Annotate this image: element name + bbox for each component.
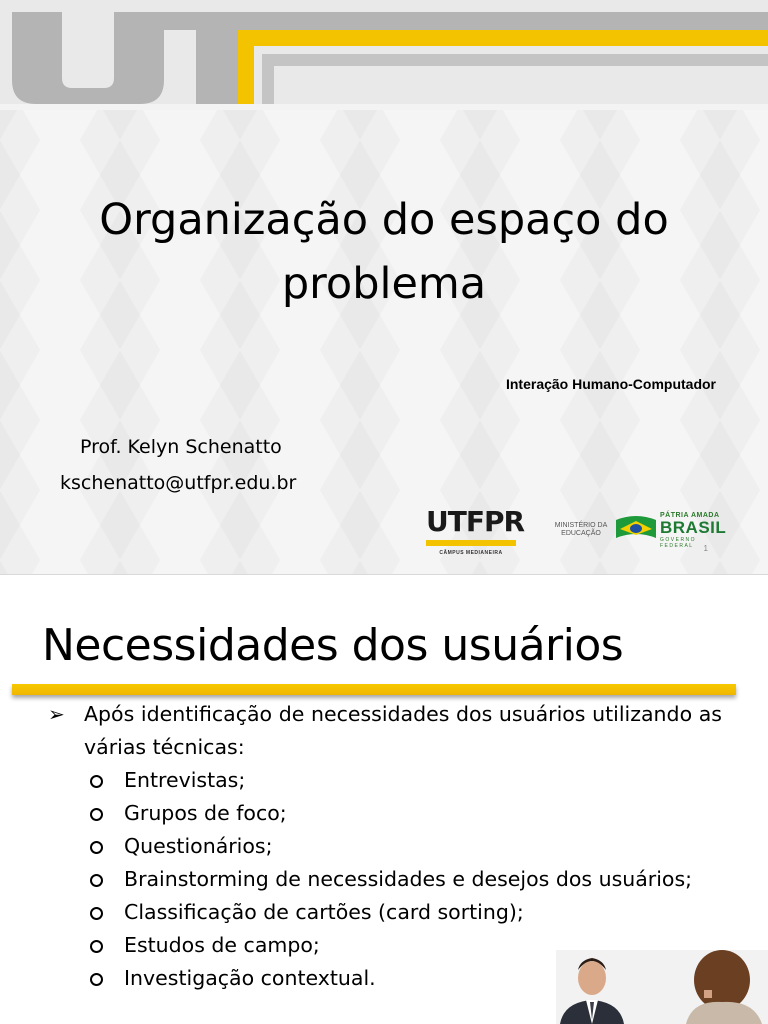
list-item bbox=[48, 896, 722, 929]
title-underline bbox=[12, 684, 736, 695]
utfpr-logo-bar bbox=[426, 540, 516, 546]
list-item bbox=[48, 797, 722, 830]
patria-line2: BRASIL bbox=[660, 518, 727, 537]
content-slide bbox=[0, 600, 768, 1024]
utfpr-logo-text: UTFPR bbox=[426, 505, 525, 538]
brazil-flag-icon bbox=[616, 514, 656, 542]
circle-bullet-icon bbox=[90, 808, 103, 821]
arrow-bullet-icon: ➢ bbox=[48, 702, 65, 726]
circle-bullet-icon bbox=[90, 907, 103, 920]
circle-bullet-icon bbox=[90, 973, 103, 986]
slide-title: Organização do espaço do problema bbox=[99, 195, 669, 309]
slide-number: 1 bbox=[703, 544, 708, 553]
list-item bbox=[48, 830, 722, 863]
professor-name: Prof. Kelyn Schenatto bbox=[80, 436, 282, 458]
interview-photo bbox=[556, 950, 768, 1024]
slide-title: Necessidades dos usuários bbox=[42, 620, 624, 671]
list-item-text: Classificação de cartões (card sorting); bbox=[124, 900, 524, 924]
utf-banner-graphic bbox=[0, 0, 768, 110]
list-item bbox=[48, 764, 722, 797]
circle-bullet-icon bbox=[90, 874, 103, 887]
course-name: Interação Humano-Computador bbox=[505, 376, 716, 392]
list-item-text: Estudos de campo; bbox=[124, 933, 320, 957]
patria-line1: PÁTRIA AMADA bbox=[660, 512, 720, 519]
professor-email: kschenatto@utfpr.edu.br bbox=[60, 472, 297, 494]
list-item-text: Brainstorming de necessidades e desejos dos usuários; bbox=[124, 867, 693, 891]
ministry-logo-text: MINISTÉRIO DA EDUCAÇÃO bbox=[554, 522, 608, 537]
patria-amada-brasil-logo bbox=[616, 512, 728, 549]
list-item-text: Entrevistas; bbox=[124, 768, 246, 792]
circle-bullet-icon bbox=[90, 775, 103, 788]
circle-bullet-icon bbox=[90, 940, 103, 953]
utfpr-campus-text: CÂMPUS MEDIANEIRA bbox=[439, 550, 503, 556]
main-bullet bbox=[48, 698, 722, 764]
list-item bbox=[48, 863, 722, 896]
list-item-text: Questionários; bbox=[124, 834, 273, 858]
patria-line3: GOVERNO FEDERAL bbox=[660, 537, 697, 549]
list-item-text: Grupos de foco; bbox=[124, 801, 287, 825]
list-item-text: Investigação contextual. bbox=[124, 966, 376, 990]
circle-bullet-icon bbox=[90, 841, 103, 854]
main-bullet-text: Após identificação de necessidades dos usuários utilizando as várias técnicas: bbox=[84, 702, 722, 759]
utfpr-logo bbox=[426, 505, 525, 564]
